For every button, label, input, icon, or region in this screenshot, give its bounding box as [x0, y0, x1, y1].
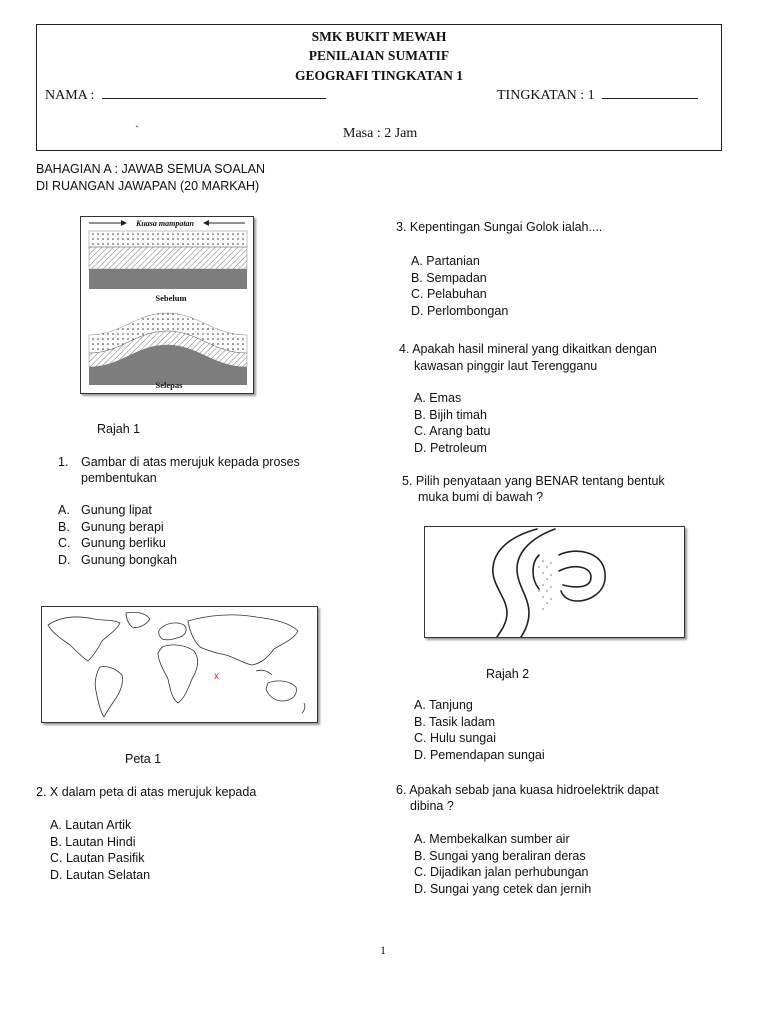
world-map-graphic [42, 607, 317, 722]
q2-options [50, 817, 150, 883]
before-label: Sebelum [155, 293, 187, 303]
q1-option-b[interactable]: B. Gunung berapi [58, 519, 164, 534]
q2-option-b[interactable]: B. Lautan Hindi [50, 834, 136, 849]
q4-option-c[interactable]: C. Arang batu [414, 424, 491, 439]
assessment-title: PENILAIAN SUMATIF [308, 48, 450, 63]
q6-option-a[interactable]: A. Membekalkan sumber air [414, 832, 570, 846]
name-label: NAMA : [45, 88, 95, 103]
southeast-asia-outline [256, 670, 272, 675]
q3-option-d[interactable]: D. Perlombongan [411, 303, 509, 318]
map1-caption: Peta 1 [125, 752, 162, 766]
section-instruction-1: BAHAGIAN A : JAWAB SEMUA SOALAN [36, 162, 266, 176]
tick-mark: ` [135, 123, 139, 137]
europe-outline [159, 623, 186, 640]
q1-text-line1: Gambar di atas merujuk kepada proses [81, 455, 300, 469]
q4-text-line1: 4. Apakah hasil mineral yang dikaitkan dengan [399, 342, 657, 356]
q5-option-b[interactable]: B. Tasik ladam [414, 714, 496, 729]
q4-option-b[interactable]: B. Bijih timah [414, 407, 487, 422]
deposition-dots [538, 560, 552, 610]
q3-text: 3. Kepentingan Sungai Golok ialah.... [396, 220, 603, 234]
q6-text-line1: 6. Apakah sebab jana kuasa hidroelektrik dapat [396, 783, 659, 797]
asia-outline [188, 615, 298, 665]
q4-text-line2: kawasan pinggir laut Terengganu [414, 359, 598, 373]
name-field [45, 88, 326, 104]
exam-header [36, 24, 722, 151]
figure1-caption: Rajah 1 [97, 422, 141, 436]
q1-option-c[interactable]: C. Gunung berliku [58, 536, 166, 551]
q1-option-d[interactable]: D. Gunung bongkah [58, 552, 177, 567]
fold-diagram [80, 216, 254, 394]
river-landform-diagram [424, 526, 685, 638]
q2-option-d[interactable]: D. Lautan Selatan [50, 867, 151, 882]
q6-option-d[interactable]: D. Sungai yang cetek dan jernih [414, 881, 592, 896]
q2-option-a[interactable]: A. Lautan Artik [50, 818, 132, 832]
q4-option-d[interactable]: D. Petroleum [414, 440, 487, 455]
compression-label: Kuasa mampatan [135, 219, 195, 228]
q5-option-d[interactable]: D. Pemendapan sungai [414, 747, 545, 762]
q3-option-c[interactable]: C. Pelabuhan [411, 287, 487, 302]
duration: Masa : 2 Jam [343, 126, 418, 141]
school-name: SMK BUKIT MEWAH [311, 29, 447, 44]
level-field [497, 88, 698, 104]
q5-option-c[interactable]: C. Hulu sungai [414, 731, 496, 746]
page-number: 1 [380, 943, 386, 957]
q1-option-a[interactable]: A. Gunung lipat [58, 503, 152, 517]
south-america-outline [95, 666, 122, 717]
subject-title: GEOGRAFI TINGKATAN 1 [294, 68, 464, 83]
river-landform-graphic [425, 527, 684, 637]
q3-option-a[interactable]: A. Partanian [411, 254, 480, 268]
q5-options [414, 697, 545, 763]
world-map [41, 606, 318, 723]
figure2-caption: Rajah 2 [486, 667, 530, 681]
africa-outline [158, 645, 198, 703]
q2-option-c[interactable]: C. Lautan Pasifik [50, 851, 145, 866]
oxbow-lake-outer [559, 551, 605, 601]
level-label: TINGKATAN : 1 [497, 88, 595, 103]
fold-diagram-graphic [81, 217, 253, 393]
q6-option-c[interactable]: C. Dijadikan jalan perhubungan [414, 865, 589, 880]
q1-options [58, 502, 177, 568]
q5-text-line1: 5. Pilih penyataan yang BENAR tentang bentuk [402, 474, 665, 488]
river-inner-line [533, 555, 539, 589]
section-instruction-2: DI RUANGAN JAWAPAN (20 MARKAH) [36, 179, 260, 193]
new-zealand-outline [302, 703, 305, 713]
river-bank-left [493, 529, 537, 637]
q6-option-b[interactable]: B. Sungai yang beraliran deras [414, 848, 586, 863]
q5-option-a[interactable]: A. Tanjung [414, 698, 473, 712]
q6-options [414, 831, 591, 897]
q4-option-a[interactable]: A. Emas [414, 391, 462, 405]
q1-number: 1. [58, 455, 69, 469]
north-america-outline [48, 617, 120, 661]
q1-text-line2: pembentukan [81, 471, 157, 485]
q2-text: 2. X dalam peta di atas merujuk kepada [36, 785, 257, 799]
q3-options [411, 253, 508, 319]
q5-text-line2: muka bumi di bawah ? [418, 490, 544, 504]
greenland-outline [126, 612, 150, 627]
q4-options [414, 390, 490, 456]
map-x-marker: x [214, 671, 219, 682]
australia-outline [266, 681, 296, 701]
q3-option-b[interactable]: B. Sempadan [411, 270, 487, 285]
q6-text-line2: dibina ? [410, 799, 454, 813]
name-blank [102, 98, 326, 99]
level-blank [602, 98, 698, 99]
after-label: Selepas [155, 380, 183, 390]
oxbow-lake-inner [559, 567, 591, 587]
